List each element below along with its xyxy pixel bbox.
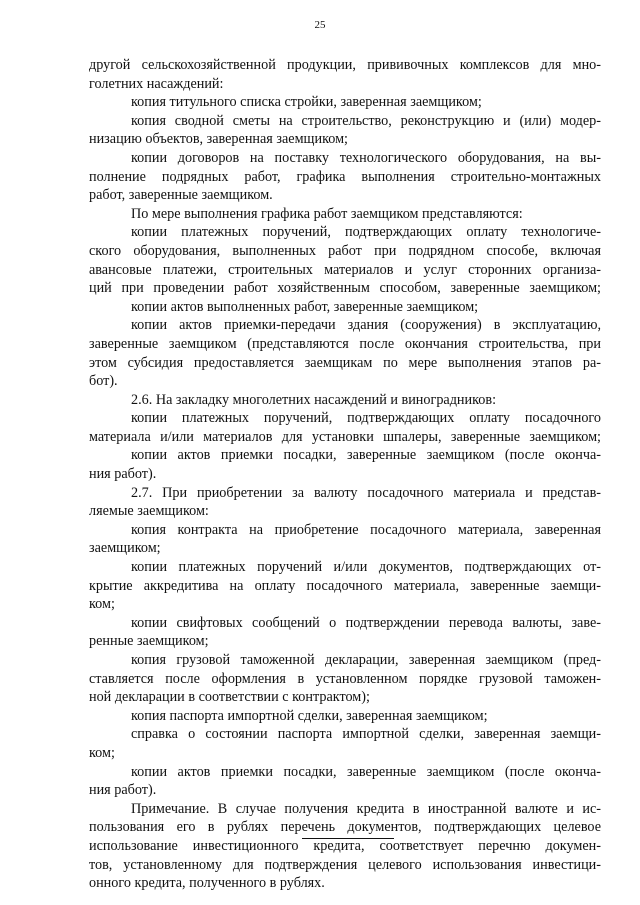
text-line: ренные заемщиком;	[89, 633, 209, 650]
text-line: заверенные заемщиком (представляются после окончания строительства, при	[89, 335, 601, 352]
text-line: ния работ).	[89, 782, 157, 799]
text-line: ций при проведении работ хозяйственным способом, заверенные заемщиком;	[89, 280, 601, 297]
text-line: 2.7. При приобретении за валюту посадочного материала и представ-	[131, 484, 601, 501]
text-line: ского оборудования, выполненных работ при подрядном способе, включая	[89, 242, 601, 259]
text-line: копии актов приемки-передачи здания (сооружения) в эксплуатацию,	[131, 317, 601, 334]
text-line: полнение подрядных работ, графика выполнения строительно-монтажных	[89, 168, 601, 185]
text-line: копия сводной сметы на строительство, реконструкцию и (или) модер-	[131, 112, 601, 129]
text-line: копии платежных поручений, подтверждающих оплату посадочного	[131, 410, 601, 427]
text-line: копии актов приемки посадки, заверенные заемщиком (после оконча-	[131, 763, 601, 780]
text-line: копии актов выполненных работ, заверенные заемщиком;	[131, 298, 479, 315]
text-line: этом субсидия предоставляется заемщикам по мере выполнения этапов ра-	[89, 354, 601, 371]
text-line: низацию объектов, заверенная заемщиком;	[89, 131, 348, 148]
text-line: использование инвестиционного кредита, соответствует перечню докумен-	[89, 837, 601, 854]
text-line: копия контракта на приобретение посадочного материала, заверенная	[131, 521, 601, 538]
text-line: бот).	[89, 373, 118, 390]
page-number: 25	[314, 19, 326, 31]
text-line: копии свифтовых сообщений о подтверждении перевода валюты, заве-	[131, 614, 601, 631]
text-line: копии договоров на поставку технологического оборудования, на вы-	[131, 149, 601, 166]
text-line: ставляется после оформления в установленном порядке грузовой таможен-	[89, 670, 601, 687]
text-line: ния работ).	[89, 466, 157, 483]
text-line: справка о состоянии паспорта импортной сделки, заверенная заемщи-	[131, 726, 601, 743]
text-line: другой сельскохозяйственной продукции, прививочных комплексов для мно-	[89, 57, 601, 73]
text-line: авансовые платежи, строительных материалов и услуг сторонних организа-	[89, 261, 601, 278]
text-line: ляемые заемщиком:	[89, 503, 209, 520]
text-line: 2.6. На закладку многолетних насаждений и виноградников:	[131, 391, 497, 408]
text-line: копии платежных поручений и/или документов, подтверждающих от-	[131, 559, 601, 576]
text-line: ком;	[89, 596, 115, 613]
text-line: копии платежных поручений, подтверждающих оплату технологиче-	[131, 224, 601, 241]
document-body	[89, 56, 601, 893]
text-line: копии актов приемки посадки, заверенные заемщиком (после оконча-	[131, 447, 601, 464]
text-line: копия паспорта импортной сделки, заверенная заемщиком;	[131, 707, 488, 724]
text-line: крытие аккредитива на оплату посадочного материала, заверенные заемщи-	[89, 577, 601, 594]
text-line: копия титульного списка стройки, заверенная заемщиком;	[131, 94, 482, 111]
text-line: онного кредита, полученного в рублях.	[89, 875, 325, 892]
text-line: копия грузовой таможенной декларации, заверенная заемщиком (пред-	[131, 652, 601, 668]
text-line: материала и/или материалов для установки шпалеры, заверенные заемщиком;	[89, 428, 601, 445]
text-line: Примечание. В случае получения кредита в иностранной валюте и ис-	[131, 800, 601, 817]
text-line: тов, установленному для подтверждения целевого использования инвестици-	[89, 856, 601, 873]
text-line: По мере выполнения графика работ заемщиком представляются:	[131, 205, 523, 222]
text-line: работ, заверенные заемщиком.	[89, 187, 273, 204]
text-line: голетних насаждений:	[89, 75, 224, 92]
text-line: заемщиком;	[89, 540, 161, 557]
text-line: пользования его в рублях перечень документов, подтверждающих целевое	[89, 819, 601, 836]
text-line: ной декларации в соответствии с контрактом);	[89, 689, 370, 706]
text-line: ком;	[89, 744, 115, 761]
footer-rule	[302, 838, 394, 839]
